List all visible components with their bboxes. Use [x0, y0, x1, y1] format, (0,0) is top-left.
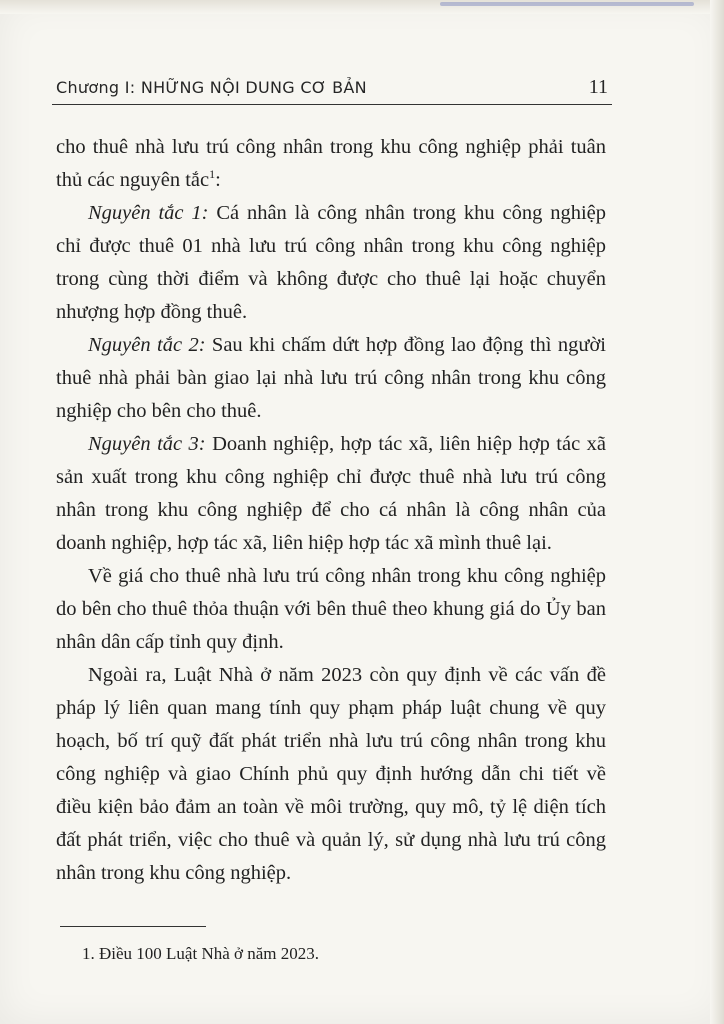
- page-right-edge: [710, 0, 724, 1024]
- principle-3-text: Doanh nghiệp, hợp tác xã, liên hiệp hợp tác xã sản xuất trong khu công nghiệp chỉ được thuê nhà lưu trú công nhân trong khu công nghiệp để cho cá nhân là công nhân của doanh nghiệp, hợp tác xã, liên hiệp hợp tác xã mình thuê lại.: [56, 433, 606, 554]
- principle-1-label: Nguyên tắc 1:: [88, 202, 209, 224]
- body-text: [56, 131, 606, 890]
- paragraph-1: [56, 131, 606, 197]
- paragraph-principle-2: [56, 329, 606, 428]
- chapter-title: Chương I: NHỮNG NỘI DUNG CƠ BẢN: [56, 78, 367, 97]
- scan-edge-mark: [440, 2, 694, 6]
- principle-2-label: Nguyên tắc 2:: [88, 334, 206, 356]
- footnote-divider: [60, 926, 206, 927]
- paragraph-pricing: Về giá cho thuê nhà lưu trú công nhân trong khu công nghiệp do bên cho thuê thỏa thuận với bên thuê theo khung giá do Ủy ban nhân dân cấp tỉnh quy định.: [56, 565, 606, 653]
- principle-1-text: Cá nhân là công nhân trong khu công nghiệp chỉ được thuê 01 nhà lưu trú công nhân trong khu công nghiệp trong cùng thời điểm và không được cho thuê lại hoặc chuyển nhượng hợp đồng thuê.: [56, 202, 606, 323]
- footnote-ref: 1: [209, 167, 216, 182]
- paragraph-1-end: :: [215, 169, 221, 191]
- page-number: 11: [588, 76, 608, 98]
- paragraph-principle-3: [56, 428, 606, 560]
- paragraph-housing-law: Ngoài ra, Luật Nhà ở năm 2023 còn quy định về các vấn đề pháp lý liên quan mang tính quy phạm pháp luật chung về quy hoạch, bố trí quỹ đất phát triển nhà lưu trú công nhân trong khu công nghiệp và giao Chính phủ quy định hướng dẫn chi tiết về điều kiện bảo đảm an toàn về môi trường, quy mô, tỷ lệ diện tích đất phát triển, việc cho thuê và quản lý, sử dụng nhà lưu trú công nhân trong khu công nghiệp.: [56, 664, 606, 884]
- principle-2-text: Sau khi chấm dứt hợp đồng lao động thì người thuê nhà phải bàn giao lại nhà lưu trú công nhân trong khu công nghiệp cho bên cho thuê.: [56, 334, 606, 422]
- paragraph-principle-1: [56, 197, 606, 329]
- principle-3-label: Nguyên tắc 3:: [88, 433, 206, 455]
- paragraph-1-text: cho thuê nhà lưu trú công nhân trong khu công nghiệp phải tuân thủ các nguyên tắc: [56, 136, 606, 191]
- running-header: [52, 76, 612, 105]
- footnote: 1. Điều 100 Luật Nhà ở năm 2023.: [82, 944, 320, 963]
